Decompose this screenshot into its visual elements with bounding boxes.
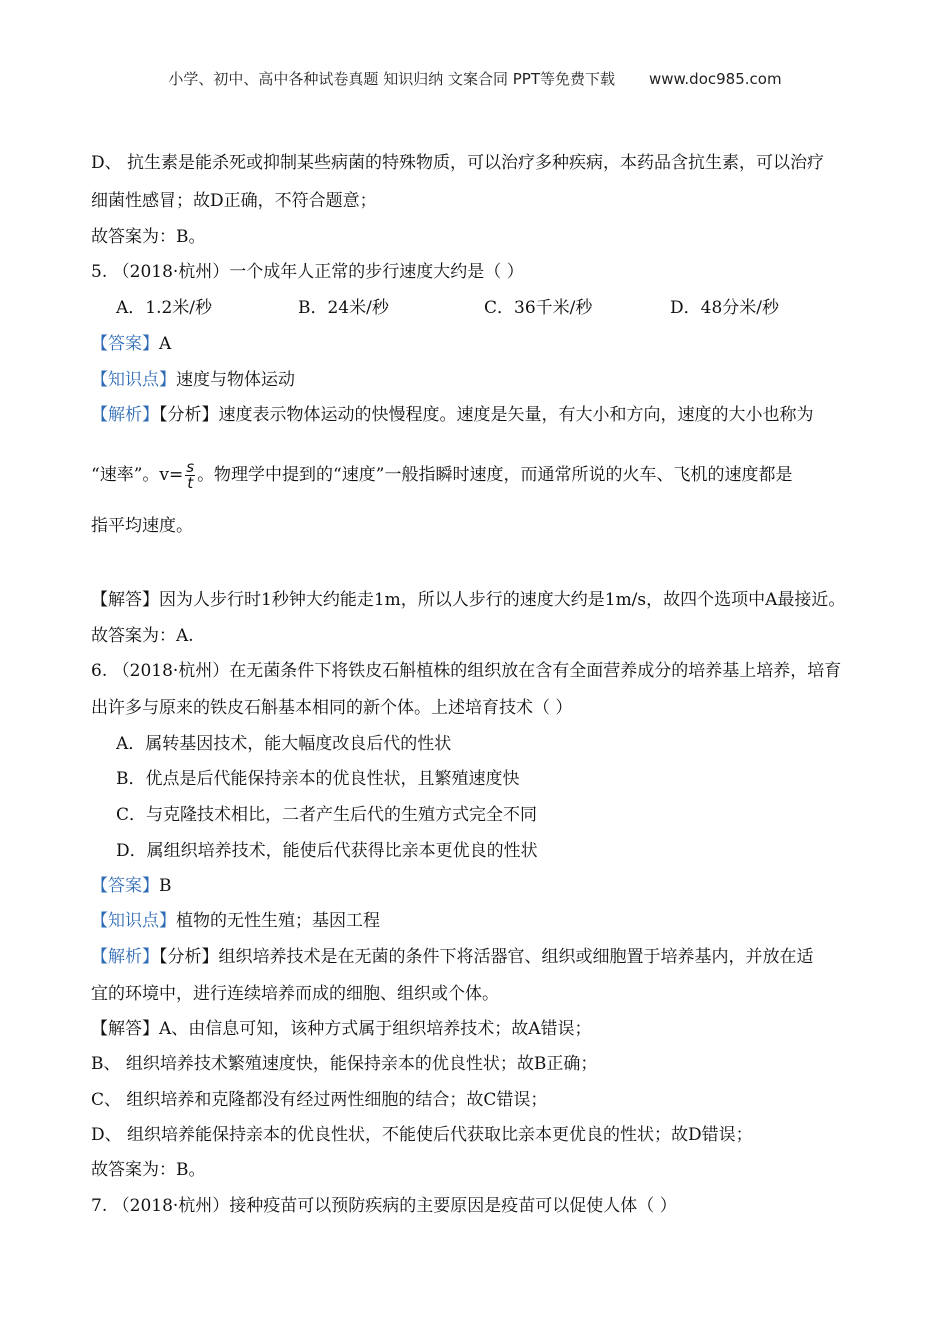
analysis-text: 【分析】速度表示物体运动的快慢程度。速度是矢量，有大小和方向，速度的大小也称为 xyxy=(159,405,814,425)
fraction-denominator: t xyxy=(187,474,194,492)
header-site: www.doc985.com xyxy=(648,70,782,88)
q6-answer xyxy=(91,875,172,897)
analysis-text: 【分析】组织培养技术是在无菌的条件下将活器官、组织或细胞置于培养基内，并放在适 xyxy=(159,947,814,967)
velocity-fraction xyxy=(185,460,195,491)
q6-solution-c: C、 组织培养和克隆都没有经过两性细胞的结合；故C错误； xyxy=(91,1090,548,1110)
page-header xyxy=(0,68,950,89)
header-text: 小学、初中、高中各种试卷真题 知识归纳 文案合同 PPT等免费下载 xyxy=(168,70,615,88)
analysis-tag: 【解析】 xyxy=(91,405,159,425)
q5-option-a: A．1.2米/秒 xyxy=(116,298,213,318)
q5-final-answer: 故答案为：A. xyxy=(91,626,194,646)
q7-stem: 7. （2018·杭州）接种疫苗可以预防疾病的主要原因是疫苗可以促使人体（ ） xyxy=(91,1196,677,1216)
q5-analysis-line3: 指平均速度。 xyxy=(91,516,193,536)
answer-value: A xyxy=(159,334,172,354)
answer-tag: 【答案】 xyxy=(91,334,159,354)
q6-solution-a: 【解答】A、由信息可知，该种方式属于组织培养技术；故A错误； xyxy=(91,1019,592,1039)
prev-option-d-line2: 细菌性感冒；故D正确，不符合题意； xyxy=(91,191,377,211)
q5-solution: 【解答】因为人步行时1秒钟大约能走1m，所以人步行的速度大约是1m/s，故四个选项中A最接近。 xyxy=(91,590,846,610)
q6-analysis-line1 xyxy=(91,946,814,968)
q6-final-answer: 故答案为：B。 xyxy=(91,1160,206,1180)
q5-analysis-line2 xyxy=(91,458,792,492)
q6-option-c: C．与克隆技术相比，二者产生后代的生殖方式完全不同 xyxy=(116,805,538,825)
q6-analysis-line2: 宜的环境中，进行连续培养而成的细胞、组织或个体。 xyxy=(91,984,499,1004)
q6-stem-line1: 6. （2018·杭州）在无菌条件下将铁皮石斛植株的组织放在含有全面营养成分的培养基上培养，培育 xyxy=(91,661,842,681)
q6-option-a: A．属转基因技术，能大幅度改良后代的性状 xyxy=(116,734,452,754)
analysis-tag: 【解析】 xyxy=(91,947,159,967)
q5-option-c: C．36千米/秒 xyxy=(484,298,593,318)
prev-option-d-line1: D、 抗生素是能杀死或抑制某些病菌的特殊物质，可以治疗多种疾病，本药品含抗生素，可以治疗 xyxy=(91,153,825,173)
q6-stem-line2: 出许多与原来的铁皮石斛基本相同的新个体。上述培育技术（ ） xyxy=(91,698,573,718)
q6-solution-b: B、 组织培养技术繁殖速度快，能保持亲本的优良性状；故B正确； xyxy=(91,1054,598,1074)
knowledge-point-value: 植物的无性生殖；基因工程 xyxy=(176,911,380,931)
q5-answer xyxy=(91,333,171,355)
q6-option-b: B．优点是后代能保持亲本的优良性状，且繁殖速度快 xyxy=(116,769,520,789)
analysis-text-pre: “速率”。v= xyxy=(91,465,184,485)
answer-value: B xyxy=(159,876,172,896)
prev-final-answer: 故答案为：B。 xyxy=(91,227,206,247)
knowledge-point-tag: 【知识点】 xyxy=(91,911,176,931)
q5-options xyxy=(116,297,779,319)
knowledge-point-value: 速度与物体运动 xyxy=(176,370,295,390)
q6-knowledge-point xyxy=(91,910,380,932)
q5-analysis-line1 xyxy=(91,404,814,426)
knowledge-point-tag: 【知识点】 xyxy=(91,370,176,390)
fraction-numerator: s xyxy=(186,458,195,476)
analysis-text-post: 。物理学中提到的“速度”一般指瞬时速度，而通常所说的火车、飞机的速度都是 xyxy=(197,465,793,485)
q6-option-d: D．属组织培养技术，能使后代获得比亲本更优良的性状 xyxy=(116,841,538,861)
q5-option-b: B．24米/秒 xyxy=(298,298,389,318)
answer-tag: 【答案】 xyxy=(91,876,159,896)
q5-stem: 5. （2018·杭州）一个成年人正常的步行速度大约是（ ） xyxy=(91,262,524,282)
q5-knowledge-point xyxy=(91,369,295,391)
q5-option-d: D．48分米/秒 xyxy=(670,298,779,318)
q6-solution-d: D、 组织培养能保持亲本的优良性状，不能使后代获取比亲本更优良的性状；故D错误； xyxy=(91,1125,753,1145)
